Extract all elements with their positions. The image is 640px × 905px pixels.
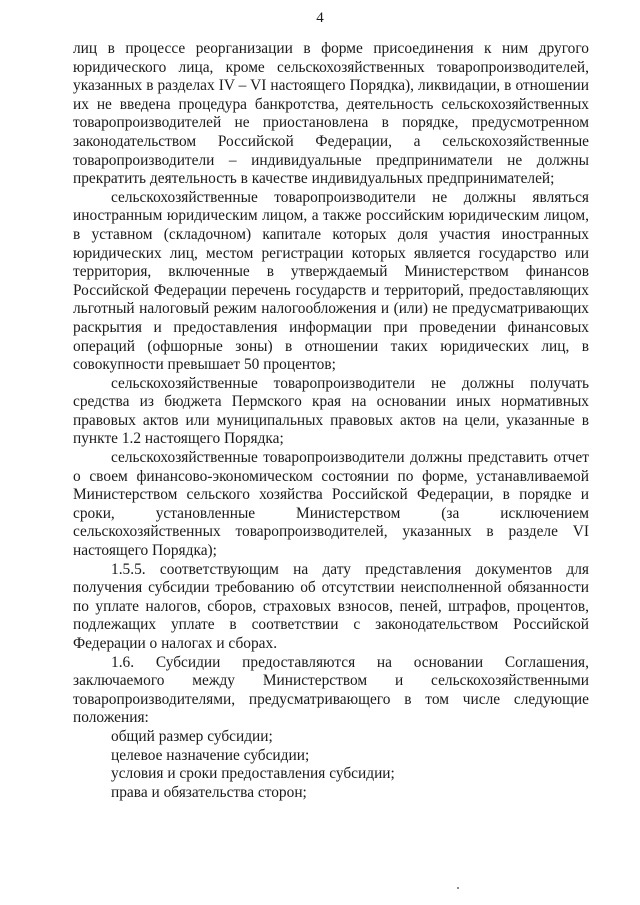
paragraph-foreign-entity: сельскохозяйственные товаропроизводители не должны являться иностранным юридическим лицом, а также российским юридическим лицом, в уставном (складочном) капитале которых доля участия иностранных юридических лиц, местом регистрации которых является государство или территория, включенные в утверждаемый Министерством финансов Российской Федерации перечень государств и территорий, предоставляющих льготный налоговый режим налогообложения и (или) не предусматривающих раскрытия и предоставления информации при проведении финансовых операций (офшорные зоны) в отношении таких юридических лиц, в совокупности превышает 50 процентов;: [73, 188, 589, 374]
paragraph-continuation: лиц в процессе реорганизации в форме присоединения к ним другого юридического лица, кроме сельскохозяйственных товаропроизводителей, указанных в разделах IV – VI настоящего Порядка), ликвидации, в отношении их не введена процедура банкротства, деятельность сельскохозяйственных товаропроизводителей не приостановлена в порядке, предусмотренном законодательством Российской Федерации, а сельскохозяйственные товаропроизводители – индивидуальные предприниматели не должны прекратить деятельность в качестве индивидуальных предпринимателей;: [73, 40, 589, 188]
paragraph-1-5-5: 1.5.5. соответствующим на дату представления документов для получения субсидии требованию об отсутствии неисполненной обязанности по уплате налогов, сборов, страховых взносов, пеней, штрафов, процентов, подлежащих уплате в соответствии с законодательством Российской Федерации о налогах и сборах.: [73, 560, 589, 652]
document-body: [73, 40, 589, 802]
paragraph-report: сельскохозяйственные товаропроизводители должны представить отчет о своем финансово-экономическом состоянии по форме, устанавливаемой Министерством сельского хозяйства Российской Федерации, в порядке и сроки, установленные Министерством (за исключением сельскохозяйственных товаропроизводителей, указанных в разделе VI настоящего Порядка);: [73, 449, 589, 560]
list-item: целевое назначение субсидии;: [111, 746, 310, 764]
list-item: условия и сроки предоставления субсидии;: [111, 765, 395, 783]
list-item: общий размер субсидии;: [111, 727, 273, 745]
scan-speck: [457, 887, 459, 889]
paragraph-1-6: 1.6. Субсидии предоставляются на основании Соглашения, заключаемого между Министерством и сельскохозяйственными товаропроизводителями, предусматривающего в том числе следующие положения:: [73, 653, 589, 727]
paragraph-budget-funds: сельскохозяйственные товаропроизводители не должны получать средства из бюджета Пермского края на основании иных нормативных правовых актов или муниципальных правовых актов на цели, указанные в пункте 1.2 настоящего Порядка;: [73, 374, 589, 448]
list-item: права и обязательства сторон;: [111, 783, 307, 801]
page-number: 4: [316, 10, 324, 26]
